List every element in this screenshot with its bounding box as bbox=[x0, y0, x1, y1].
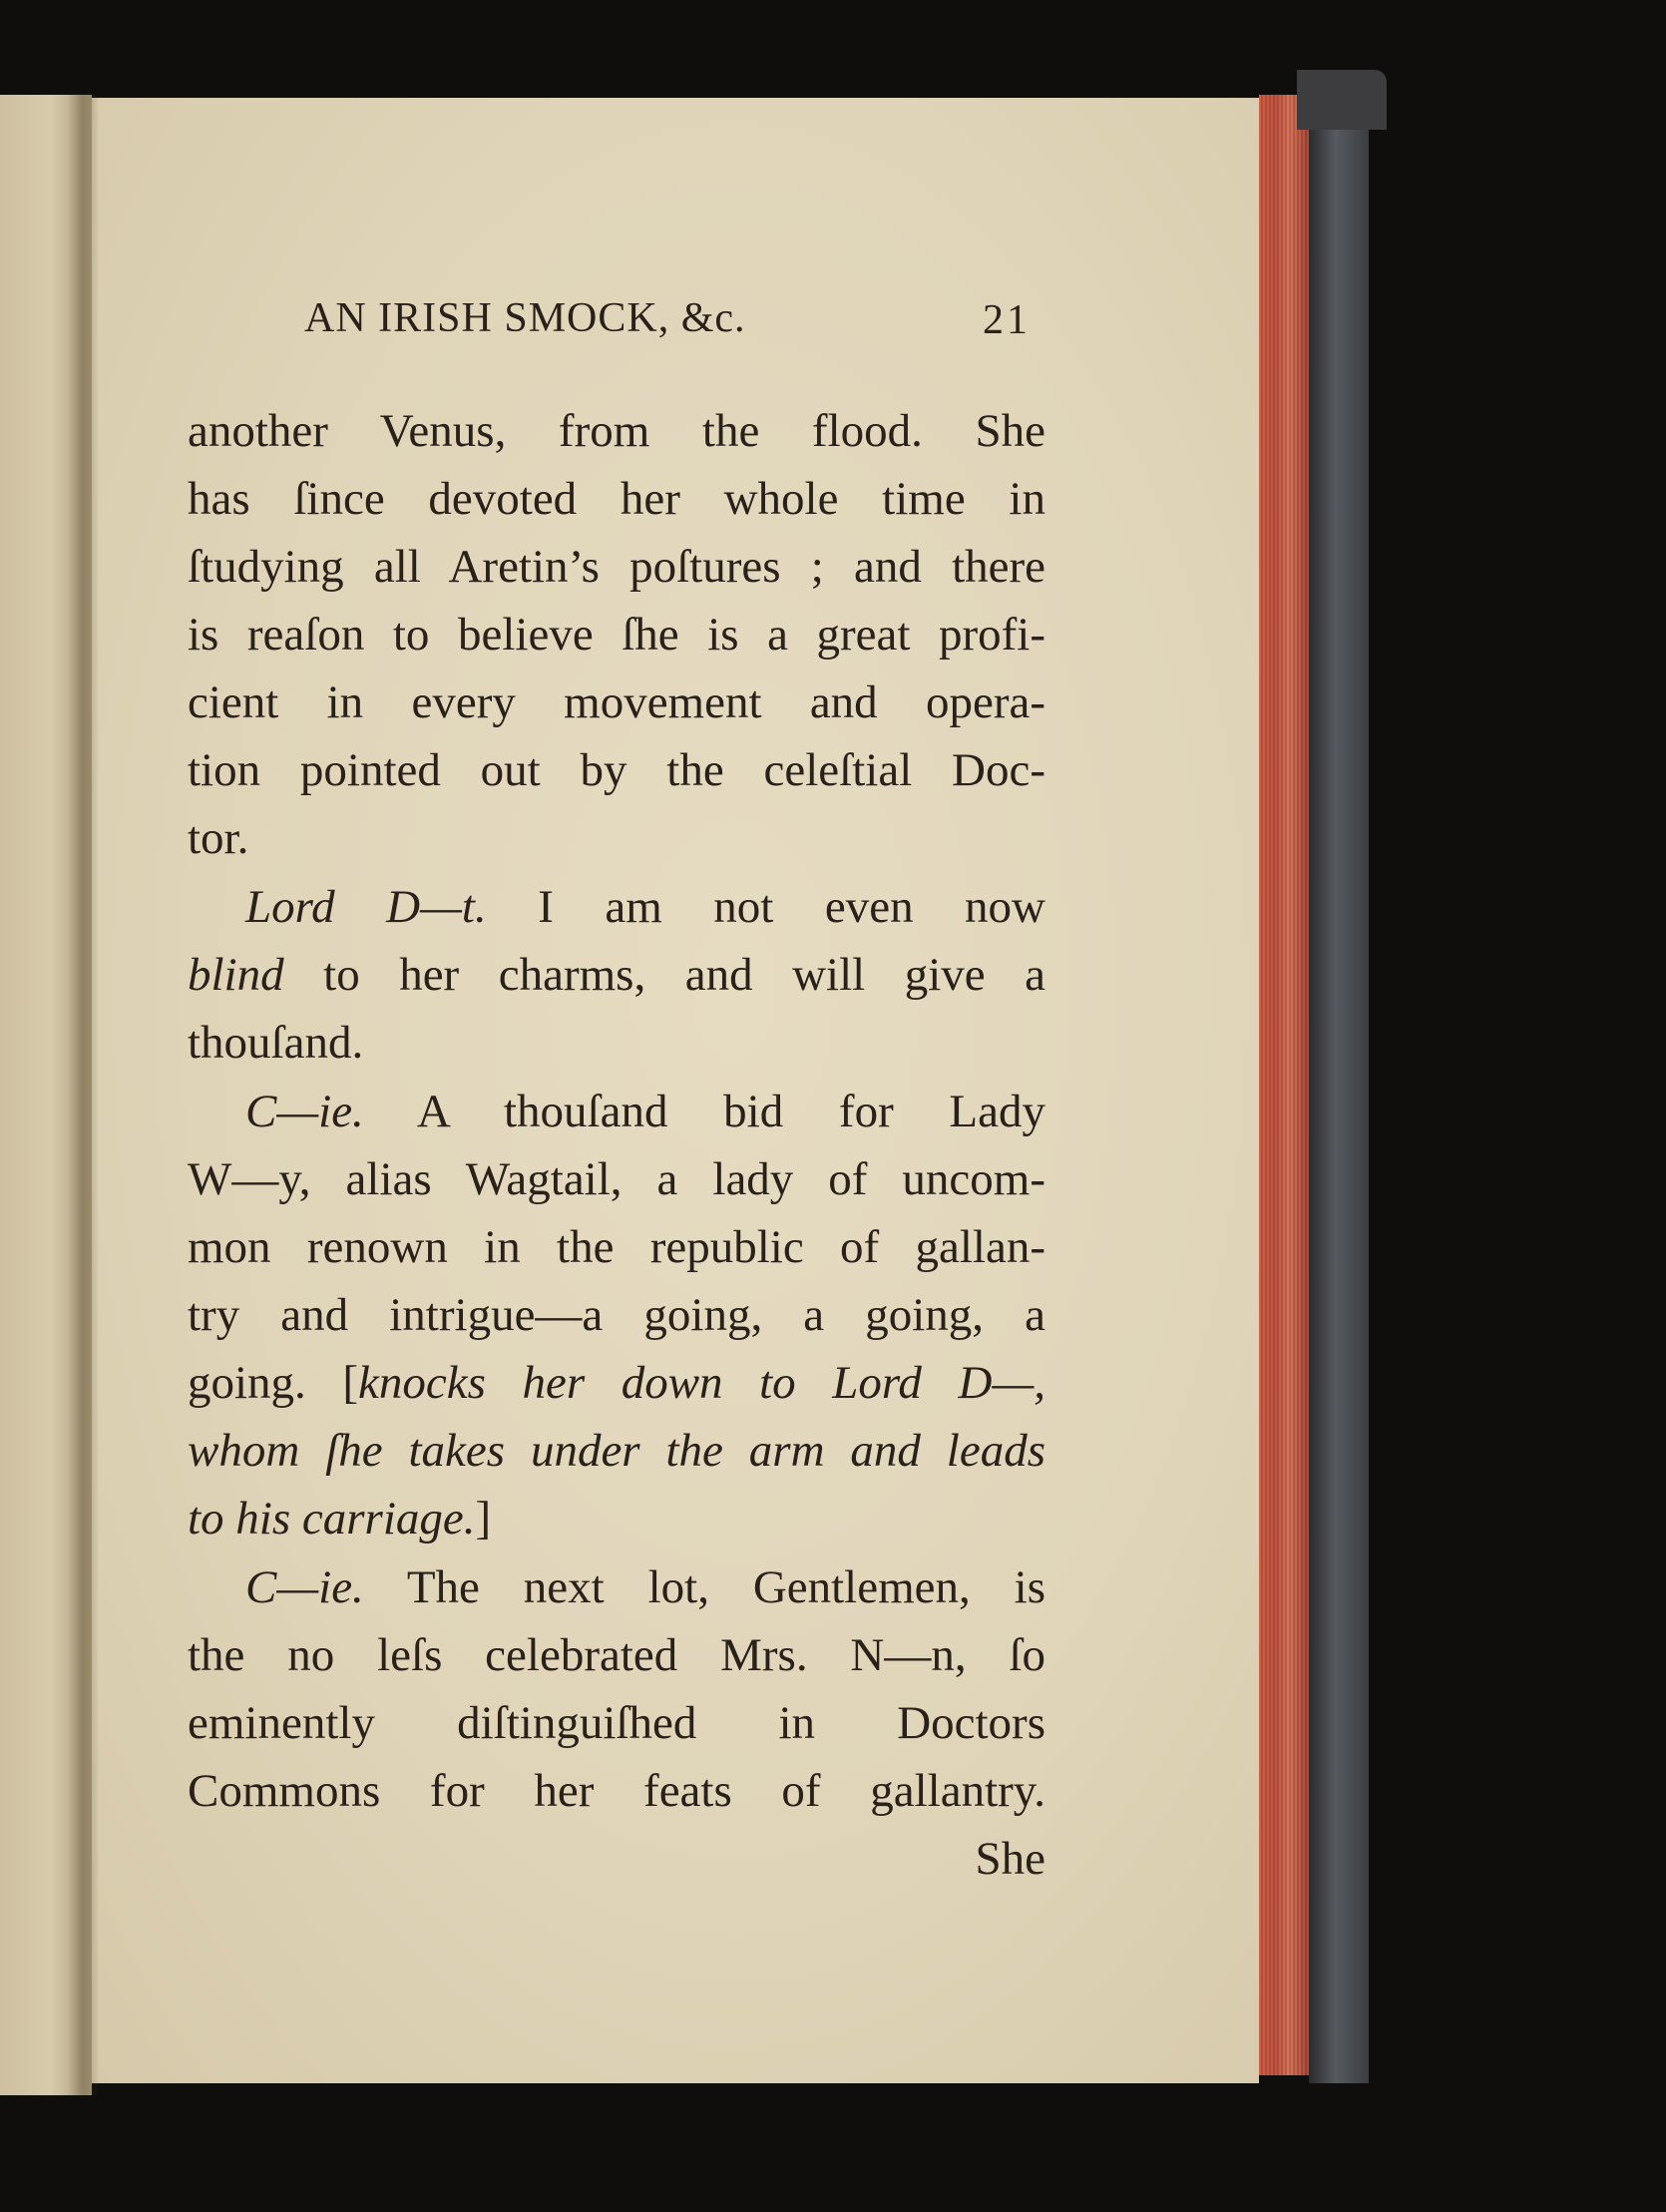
speech-line bbox=[188, 873, 1045, 942]
speaker-name: Lord D—t. bbox=[245, 881, 487, 933]
running-head: AN IRISH SMOCK, &c. bbox=[304, 295, 746, 341]
stage-text: going. [ bbox=[188, 1357, 359, 1409]
text-line: tion pointed out by the celeſtial Doc- bbox=[188, 744, 1045, 796]
speech-text: The next lot, Gentlemen, is bbox=[363, 1561, 1045, 1613]
stage-direction: to his carriage. bbox=[188, 1493, 476, 1545]
speech-text: A thouſand bid for Lady bbox=[363, 1086, 1045, 1137]
stage-direction-line bbox=[188, 1349, 1045, 1418]
text-line: mon renown in the republic of gallan- bbox=[188, 1221, 1045, 1273]
speech-line bbox=[188, 1078, 1045, 1146]
book-cover bbox=[1309, 78, 1369, 2083]
speech-text: to her charms, and will give a bbox=[283, 949, 1045, 1001]
text-line: has ſince devoted her whole time in bbox=[188, 473, 1045, 525]
stage-direction: knocks her down to Lord D—, bbox=[358, 1357, 1045, 1409]
stage-direction-line bbox=[188, 1485, 491, 1553]
text-line: another Venus, from the flood. She bbox=[188, 405, 1045, 457]
speech-line bbox=[188, 1553, 1045, 1622]
book-cover-corner bbox=[1297, 70, 1387, 130]
speaker-name: C—ie. bbox=[245, 1561, 364, 1613]
stage-direction: whom ſhe takes under the arm and leads bbox=[188, 1425, 1045, 1477]
text-line bbox=[188, 941, 1045, 1010]
text-line: the no leſs celebrated Mrs. N—n, ſo bbox=[188, 1629, 1045, 1681]
speaker-name: C—ie. bbox=[245, 1086, 364, 1137]
text-line: ſtudying all Aretin’s poſtures ; and there bbox=[188, 541, 1045, 593]
text-line: try and intrigue—a going, a going, a bbox=[188, 1289, 1045, 1341]
book-gutter bbox=[68, 95, 98, 2095]
text-line: eminently diſtinguiſhed in Doctors bbox=[188, 1697, 1045, 1749]
text-line: W—y, alias Wagtail, a lady of uncom- bbox=[188, 1153, 1045, 1205]
text-line: cient in every movement and opera- bbox=[188, 676, 1045, 728]
text-line: is reaſon to believe ſhe is a great profi- bbox=[188, 609, 1045, 661]
speech-text: I am not even now bbox=[486, 881, 1046, 933]
catchword: She bbox=[975, 1833, 1045, 1885]
page-number: 21 bbox=[983, 297, 1031, 343]
stage-direction-line bbox=[188, 1417, 1045, 1486]
italic-word: blind bbox=[188, 949, 284, 1001]
text-line: thouſand. bbox=[188, 1017, 364, 1069]
stage-text: ] bbox=[475, 1493, 492, 1545]
text-line: tor. bbox=[188, 812, 249, 864]
text-line: Commons for her feats of gallantry. bbox=[188, 1765, 1045, 1817]
page-edge-texture bbox=[1259, 95, 1309, 2075]
